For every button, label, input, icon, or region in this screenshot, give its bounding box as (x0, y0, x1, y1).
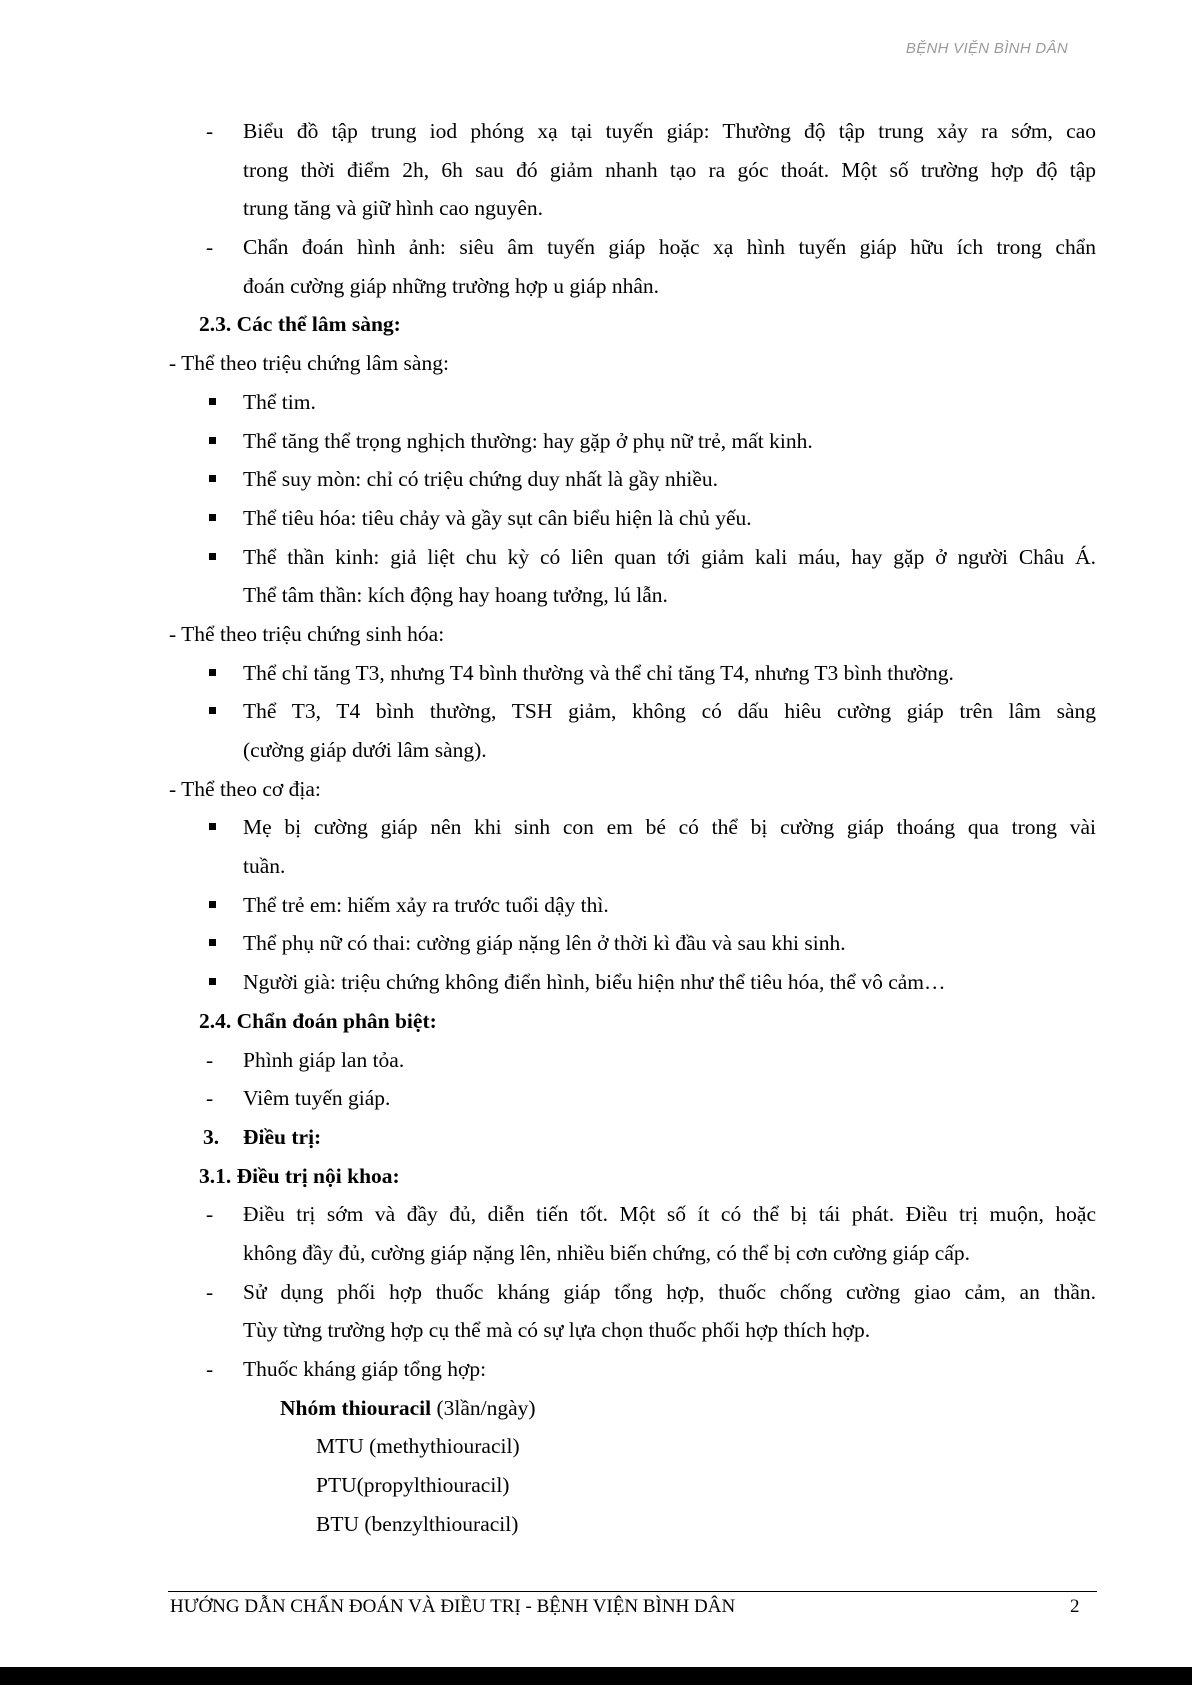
dash-bullet: - (206, 1357, 214, 1381)
drug-group-label: Nhóm thiouracil (3lần/ngày) (280, 1395, 536, 1420)
running-header: BỆNH VIỆN BÌNH DÂN (905, 40, 1068, 57)
square-bullet-icon (209, 939, 216, 946)
group-title: - Thể theo triệu chứng sinh hóa: (169, 621, 445, 646)
paragraph-line: Biểu đồ tập trung iod phóng xạ tại tuyến giáp: Thường độ tập trung xảy ra sớm, cao (243, 119, 1096, 143)
list-item: Thể tim. (0, 383, 1192, 422)
list-item: Thể tiêu hóa: tiêu chảy và gầy sụt cân biểu hiện là chủ yếu. (0, 499, 1192, 538)
dash-bullet: - (206, 119, 214, 143)
list-item: - Phình giáp lan tỏa. (0, 1041, 1192, 1080)
square-bullet-icon (209, 823, 216, 830)
list-item: MTU (methythiouracil) (316, 1434, 520, 1459)
section-number: 3. (203, 1124, 220, 1149)
footer-divider (168, 1591, 1097, 1592)
list-item: BTU (benzylthiouracil) (316, 1511, 519, 1536)
list-item: Thể T3, T4 bình thường, TSH giảm, không có dấu hiêu cường giáp trên lâm sàng (0, 692, 1192, 731)
footer-text: HƯỚNG DẪN CHẨN ĐOÁN VÀ ĐIỀU TRỊ - BỆNH VIỆN BÌNH DÂN (170, 1596, 736, 1617)
list-item (0, 228, 1192, 267)
list-item: - Thuốc kháng giáp tổng hợp: (0, 1350, 1192, 1389)
square-bullet-icon (209, 514, 216, 521)
list-item: Thể tăng thể trọng nghịch thường: hay gặp ở phụ nữ trẻ, mất kinh. (0, 422, 1192, 461)
section-heading: Điều trị: (243, 1124, 322, 1149)
square-bullet-icon (209, 707, 216, 714)
list-item: - Viêm tuyến giáp. (0, 1079, 1192, 1118)
list-item: Thể trẻ em: hiếm xảy ra trước tuổi dậy thì. (0, 886, 1192, 925)
list-item: PTU(propylthiouracil) (316, 1473, 510, 1498)
bottom-edge-bar (0, 1667, 1192, 1685)
page-number: 2 (1070, 1596, 1080, 1617)
section-heading: 2.4. Chẩn đoán phân biệt: (199, 1008, 437, 1033)
list-item: Mẹ bị cường giáp nên khi sinh con em bé có thể bị cường giáp thoáng qua trong vài (0, 808, 1192, 847)
square-bullet-icon (209, 437, 216, 444)
list-item (0, 112, 1192, 151)
square-bullet-icon (209, 398, 216, 405)
dash-bullet: - (206, 1086, 214, 1111)
list-item: - Điều trị sớm và đầy đủ, diễn tiến tốt. Một số ít có thể bị tái phát. Điều trị muộn, hoặc (0, 1195, 1192, 1234)
dash-bullet: - (206, 235, 214, 260)
group-title: - Thể theo cơ địa: (169, 776, 321, 801)
list-item: Thể phụ nữ có thai: cường giáp nặng lên ở thời kì đầu và sau khi sinh. (0, 924, 1192, 963)
square-bullet-icon (209, 978, 216, 985)
paragraph-line: Chẩn đoán hình ảnh: siêu âm tuyến giáp hoặc xạ hình tuyến giáp hữu ích trong chẩn (243, 235, 1096, 260)
square-bullet-icon (209, 901, 216, 908)
list-item: - Sử dụng phối hợp thuốc kháng giáp tổng hợp, thuốc chống cường giao cảm, an thần. (0, 1273, 1192, 1312)
square-bullet-icon (209, 475, 216, 482)
section-heading: 2.3. Các thể lâm sàng: (199, 312, 401, 337)
square-bullet-icon (209, 553, 216, 560)
section-heading: 3.1. Điều trị nội khoa: (199, 1163, 400, 1188)
paragraph-line: trung tăng và giữ hình cao nguyên. (243, 196, 544, 221)
paragraph-line: đoán cường giáp những trường hợp u giáp nhân. (243, 273, 659, 298)
group-title: - Thể theo triệu chứng lâm sàng: (169, 351, 449, 376)
list-item: Người già: triệu chứng không điển hình, biểu hiện như thể tiêu hóa, thể vô cảm… (0, 963, 1192, 1002)
list-item: Thể thần kinh: giả liệt chu kỳ có liên quan tới giảm kali máu, hay gặp ở người Châu Á. (0, 538, 1192, 577)
dash-bullet: - (206, 1202, 214, 1227)
dash-bullet: - (206, 1279, 214, 1304)
paragraph-line: trong thời điểm 2h, 6h sau đó giảm nhanh tạo ra góc thoát. Một số trường hợp độ tập (243, 157, 1096, 182)
square-bullet-icon (209, 669, 216, 676)
list-item: Thể chỉ tăng T3, nhưng T4 bình thường và thể chỉ tăng T4, nhưng T3 bình thường. (0, 654, 1192, 693)
list-item: Thể suy mòn: chỉ có triệu chứng duy nhất là gầy nhiều. (0, 460, 1192, 499)
dash-bullet: - (206, 1047, 214, 1072)
page-content: - Biểu đồ tập trung iod phóng xạ tại tuyến giáp: Thường độ tập trung xảy ra sớm, cao trong thời điểm 2h, 6h sau đó giảm nhanh tạo ra góc thoát. Một số trường hợp độ tập trung tăng và giữ hình cao nguyên. - Chẩn đoán hình ảnh: siêu âm tuyến giáp hoặc xạ hình tuyến giáp hữu ích trong chẩn đoán cường giáp những trường hợp u giáp nhân. 2.3. Các thể lâm sàng: - Thể theo triệu chứng lâm sàng: Thể tim. Thể tăng thể trọng nghịch thường: hay gặp ở phụ nữ trẻ, mất kinh. Thể suy mòn: chỉ có triệu chứng duy nhất là gầy nhiều. Thể tiêu hóa: tiêu chảy và gầy sụt cân biểu hiện là chủ yếu. Thể thần kinh: giả liệt chu kỳ có liên quan tới giảm kali máu, hay gặp ở người Châu Á. Thể tâm thần: kích động hay hoang tưởng, lú lẫn. - Thể theo triệu chứng sinh hóa: Thể chỉ tăng T3, nhưng T4 bình thường và thể chỉ tăng T4, nhưng T3 bình thường. Thể T3, T4 bình thường, TSH giảm, không có dấu hiêu cường giáp trên lâm sàng (cường giáp dưới lâm sàng). - Thể theo cơ địa: Mẹ bị cường giáp nên khi sinh con em bé có thể bị cường giáp thoáng qua trong vài tuần. Thể trẻ em: hiếm xảy ra trước tuổi dậy thì. Thể phụ nữ có thai: cường giáp nặng lên ở thời kì đầu và sau khi sinh. Người già: triệu chứng không điển hình, biểu hiện như thể tiêu hóa, thể vô cảm… 2.4. Chẩn đoán phân biệt: - Phình giáp lan tỏa. - Viêm tuyến giáp. 3. Điều trị: 3.1. Điều trị nội khoa: - Điều trị sớm và đầy đủ, diễn tiến tốt. Một số ít có thể bị tái phát. Điều trị muộn, hoặc không đầy đủ, cường giáp nặng lên, nhiều biến chứng, có thể bị cơn cường giáp cấp. - Sử dụng phối hợp thuốc kháng giáp tổng hợp, thuốc chống cường giao cảm, an thần. Tùy từng trường hợp cụ thể mà có sự lựa chọn thuốc phối hợp thích hợp. - Thuốc kháng giáp tổng hợp: Nhóm thiouracil (3lần/ngày) MTU (methythiouracil) PTU(propylthiouracil) BTU (benzylthiouracil) (0, 112, 1192, 1543)
